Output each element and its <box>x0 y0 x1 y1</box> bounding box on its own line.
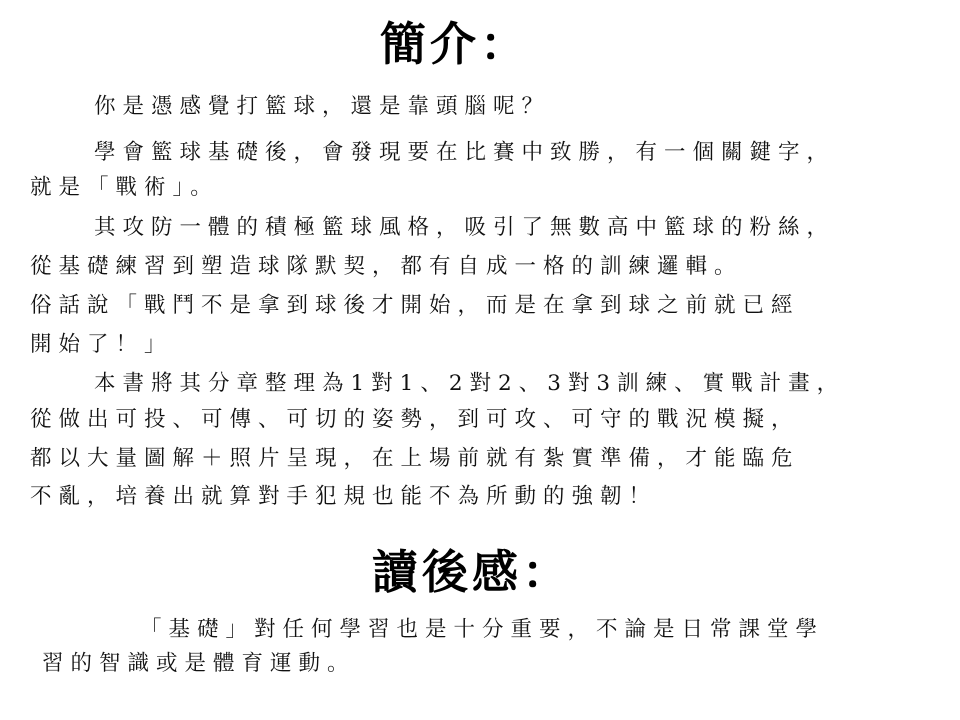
intro-line: 你是憑感覺打籃球，還是靠頭腦呢？ <box>94 94 551 119</box>
intro-line: 從做出可投、可傳、可切的姿勢，到可攻、可守的戰況模擬， <box>30 407 800 432</box>
intro-line: 就是「戰術」。 <box>30 175 219 200</box>
intro-line: 從基礎練習到塑造球隊默契，都有自成一格的訓練邏輯。 <box>30 254 743 279</box>
intro-line: 都以大量圖解＋照片呈現，在上場前就有紮實準備，才能臨危 <box>30 446 800 471</box>
intro-line: 開始了！」 <box>30 332 173 357</box>
review-line: 習的智識或是體育運動。 <box>42 651 356 676</box>
review-line: 「基礎」對任何學習也是十分重要，不論是日常課堂學 <box>140 617 825 642</box>
intro-line: 不亂，培養出就算對手犯規也能不為所動的強韌！ <box>30 484 658 509</box>
review-heading: 讀後感： <box>372 545 572 599</box>
intro-line: 其攻防一體的積極籃球風格，吸引了無數高中籃球的粉絲， <box>94 215 836 240</box>
intro-line: 本書將其分章整理為1對1、2對2、3對3訓練、實戰計畫， <box>94 371 846 396</box>
intro-line: 學會籃球基礎後，會發現要在比賽中致勝，有一個關鍵字， <box>94 140 836 165</box>
intro-line: 俗話說「戰鬥不是拿到球後才開始，而是在拿到球之前就已經 <box>30 293 800 318</box>
intro-heading: 簡介： <box>380 17 530 71</box>
